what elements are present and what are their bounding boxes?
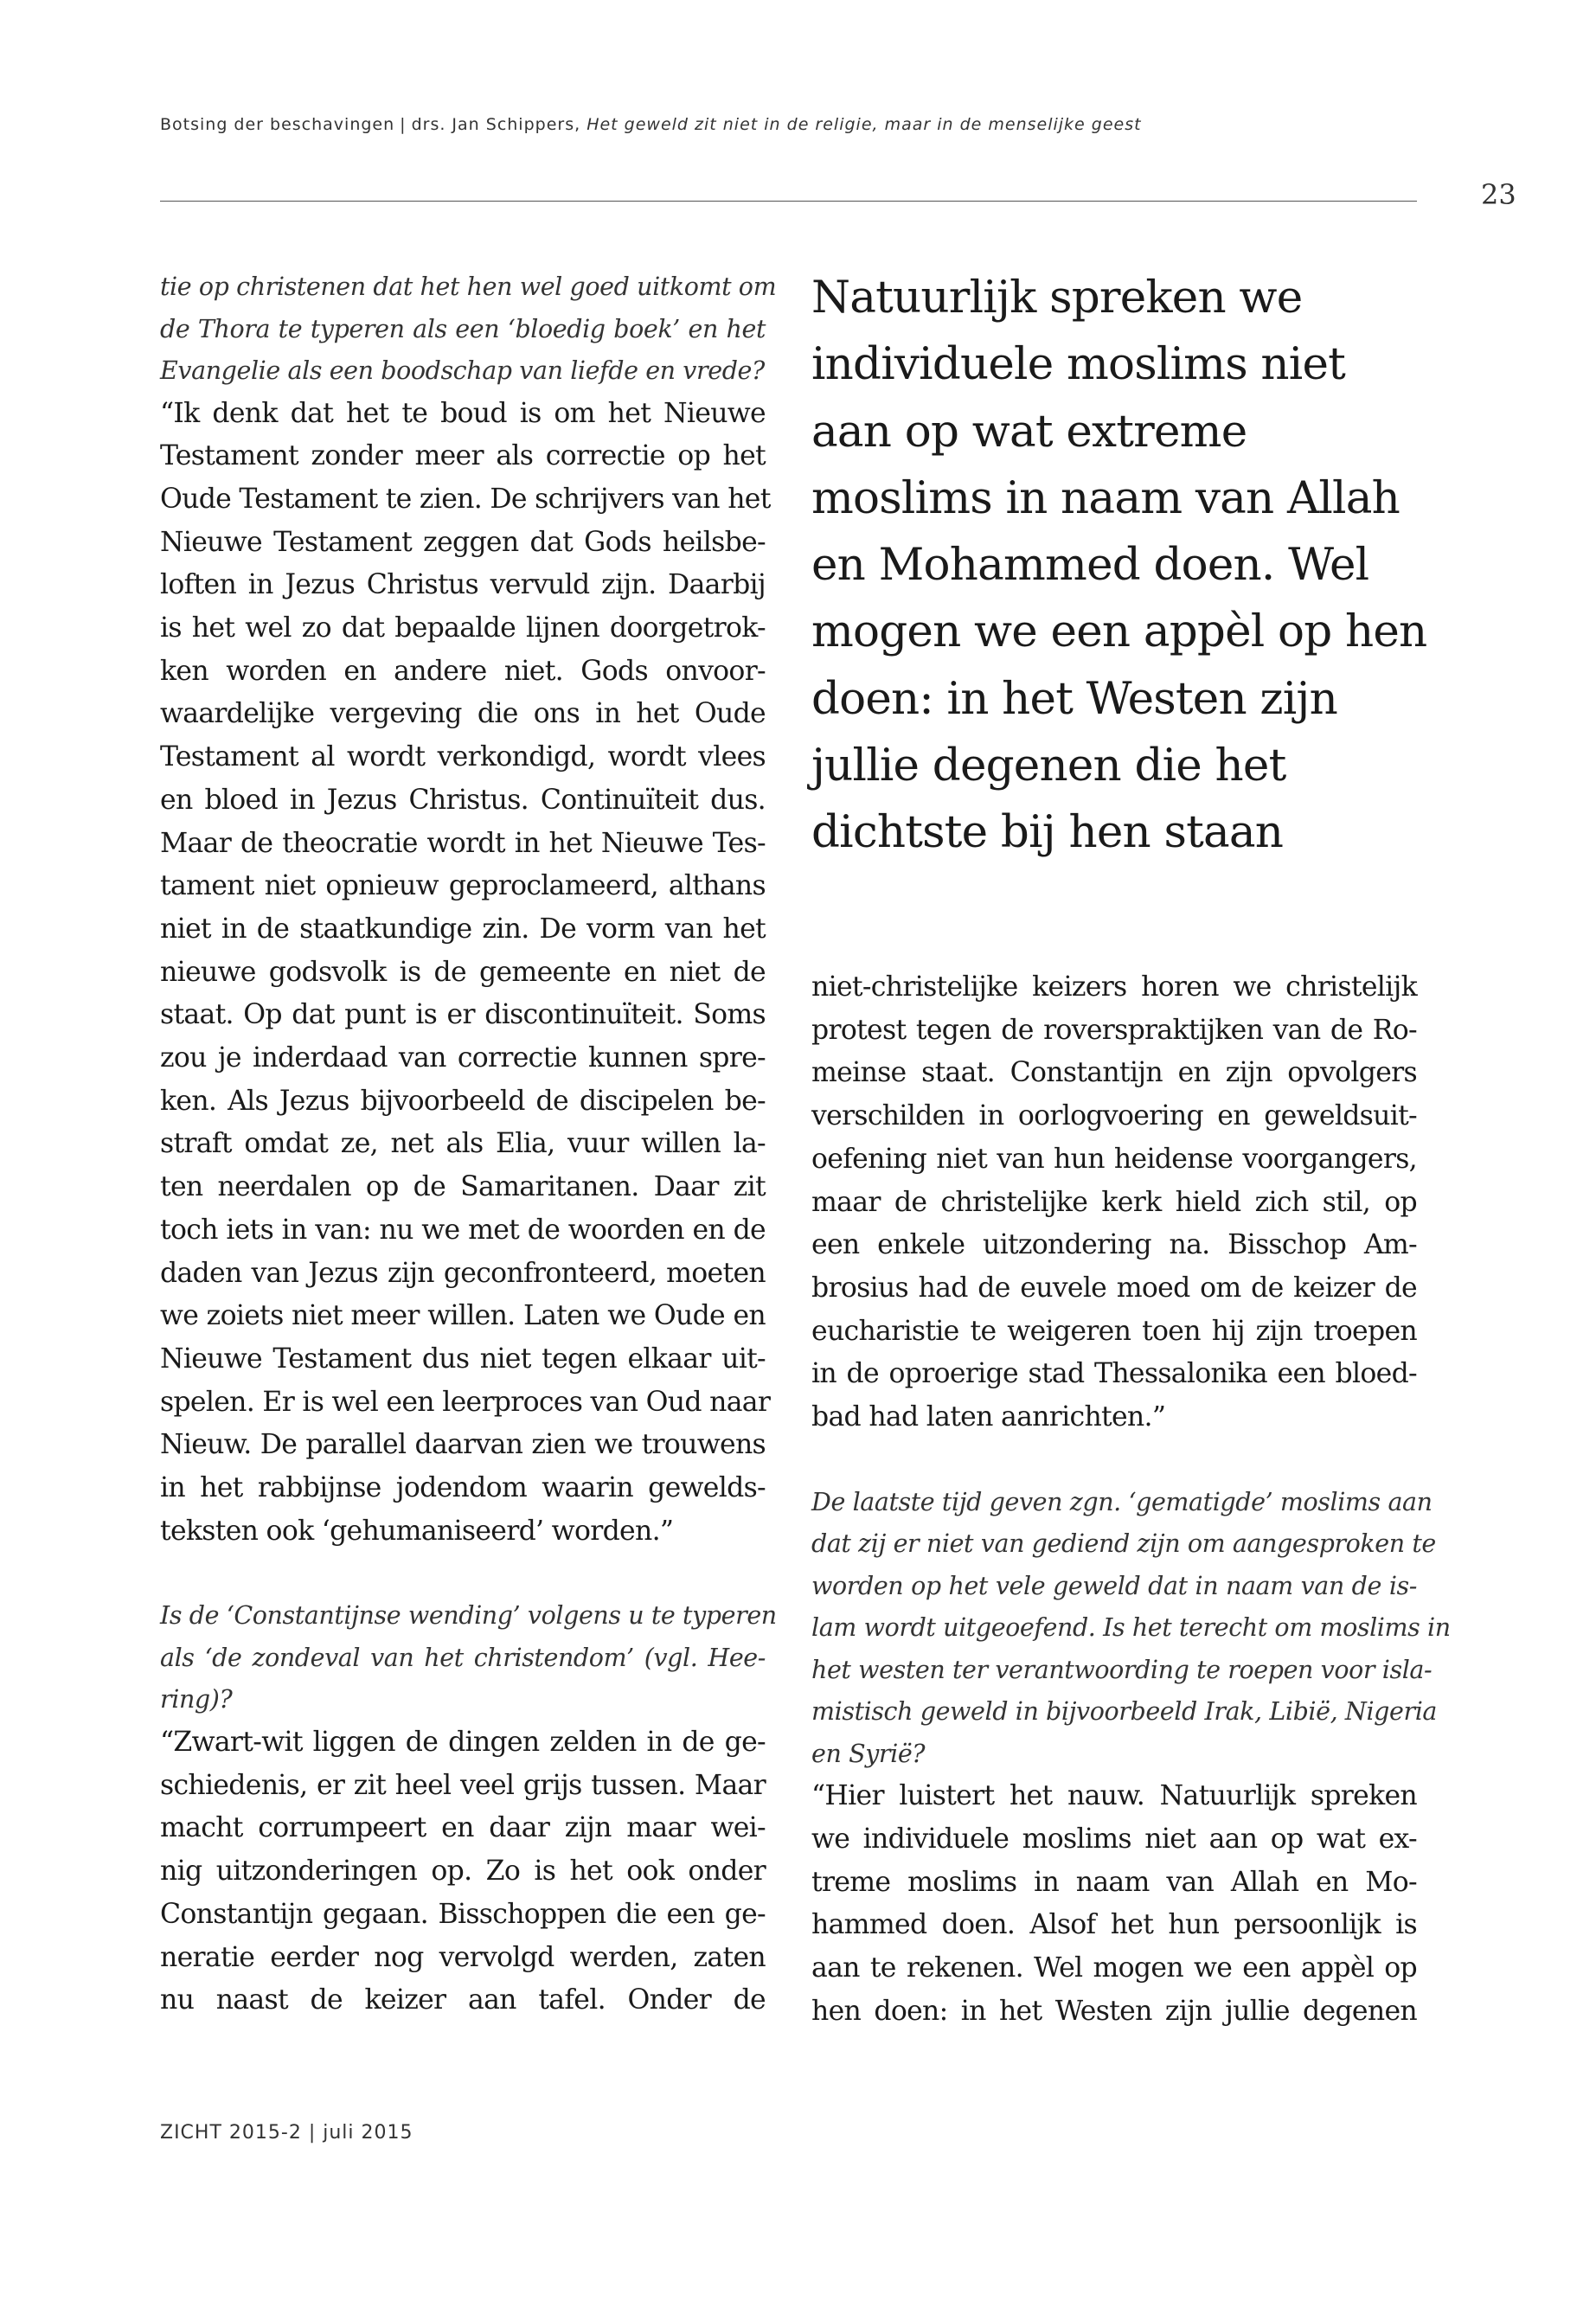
text-line: we zoiets niet meer willen. Laten we Oude en — [160, 1300, 766, 1332]
text-line: De laatste tijd geven zgn. ‘gematigde’ moslims aan — [811, 1487, 1433, 1516]
text-line: aan te rekenen. Wel mogen we een appèl op — [811, 1952, 1417, 1984]
header-separator: | — [400, 115, 407, 134]
text-line: protest tegen de roverspraktijken van de Ro- — [811, 1014, 1417, 1046]
text-line: Is de ‘Constantijnse wending’ volgens u te typeren — [160, 1601, 777, 1631]
text-line: treme moslims in naam van Allah en Mo- — [811, 1866, 1417, 1898]
answer-2-continued — [811, 966, 1417, 1439]
text-line: teksten ook ‘gehumaniseerd’ worden.” — [160, 1515, 674, 1547]
text-line: Testament zonder meer als correctie op het — [160, 440, 766, 472]
text-line: en bloed in Jezus Christus. Continuïteit dus. — [160, 784, 766, 816]
text-line: neratie eerder nog vervolgd werden, zaten — [160, 1941, 766, 1973]
text-line: Nieuw. De parallel daarvan zien we trouwens — [160, 1429, 766, 1461]
text-line: Constantijn gegaan. Bisschoppen die een ge- — [160, 1898, 766, 1930]
text-line: in het rabbijnse jodendom waarin gewelds- — [160, 1472, 766, 1504]
text-line: als ‘de zondeval van het christendom’ (vgl. Hee- — [160, 1643, 766, 1672]
text-line: waardelijke vergeving die ons in het Oude — [160, 698, 766, 730]
right-column — [811, 966, 1451, 2033]
question-1 — [160, 266, 777, 393]
running-header — [160, 115, 1142, 134]
text-line: Oude Testament te zien. De schrijvers van het — [160, 483, 771, 515]
text-line: en Mohammed doen. Wel — [811, 539, 1369, 592]
text-line: hammed doen. Alsof het hun persoonlijk is — [811, 1909, 1417, 1941]
text-line: Nieuwe Testament zeggen dat Gods heilsbe- — [160, 526, 766, 558]
header-section: Botsing der beschavingen — [160, 115, 395, 134]
text-line: individuele moslims niet — [811, 338, 1346, 391]
paragraph-gap — [811, 1439, 1417, 1482]
text-line: lam wordt uitgeoefend. Is het terecht om moslims in — [811, 1613, 1451, 1643]
text-line: bad had laten aanrichten.” — [811, 1401, 1166, 1433]
text-line: en Syrië? — [811, 1739, 926, 1768]
text-line: schiedenis, er zit heel veel grijs tussen. Maar — [160, 1769, 766, 1801]
pull-quote — [811, 265, 1434, 867]
text-line: we individuele moslims niet aan op wat ex- — [811, 1823, 1417, 1855]
text-line: straft omdat ze, net als Elia, vuur willen la- — [160, 1128, 766, 1160]
header-article-title: Het geweld zit niet in de religie, maar in de menselijke geest — [586, 115, 1142, 134]
text-line: ring)? — [160, 1685, 233, 1715]
footer: ZICHT 2015-2 | juli 2015 — [160, 2122, 413, 2144]
text-line: aan op wat extreme — [811, 405, 1247, 458]
text-line: moslims in naam van Allah — [811, 471, 1400, 524]
text-line: doen: in het Westen zijn — [811, 672, 1337, 725]
text-line: nieuwe godsvolk is de gemeente en niet de — [160, 956, 766, 988]
text-line: jullie degenen die het — [811, 740, 1286, 792]
text-line: ken. Als Jezus bijvoorbeeld de discipelen be- — [160, 1085, 766, 1117]
header-author: drs. Jan Schippers, — [411, 115, 581, 134]
paragraph-gap — [160, 1553, 766, 1595]
text-line: in de oproerige stad Thessalonika een bloed- — [811, 1358, 1417, 1390]
text-line: nu naast de keizer aan tafel. Onder de — [160, 1984, 766, 2016]
text-line: niet-christelijke keizers horen we christelijk — [811, 971, 1417, 1003]
text-line: mogen we een appèl op hen — [811, 606, 1427, 658]
text-line: Maar de theocratie wordt in het Nieuwe Tes- — [160, 827, 766, 859]
text-line: mistisch geweld in bijvoorbeeld Irak, Libië, Nigeria — [811, 1697, 1438, 1727]
text-line: is het wel zo dat bepaalde lijnen doorgetrok- — [160, 612, 766, 644]
text-line: eucharistie te weigeren toen hij zijn troepen — [811, 1315, 1417, 1347]
text-line: Evangelie als een boodschap van liefde en vrede? — [160, 356, 765, 385]
text-line: meinse staat. Constantijn en zijn opvolgers — [811, 1057, 1417, 1089]
question-3 — [811, 1482, 1451, 1776]
text-line: Natuurlijk spreken we — [811, 272, 1303, 324]
text-line: maar de christelijke kerk hield zich stil, op — [811, 1186, 1417, 1218]
text-line: staat. Op dat punt is er discontinuïteit. Soms — [160, 999, 766, 1031]
text-line: het westen ter verantwoording te roepen voor isla- — [811, 1655, 1433, 1684]
text-line: worden op het vele geweld dat in naam van de is- — [811, 1571, 1417, 1600]
text-line: de Thora te typeren als een ‘bloedig boek’ en het — [160, 314, 766, 343]
header-rule — [160, 201, 1417, 202]
text-line: zou je inderdaad van correctie kunnen spre- — [160, 1042, 766, 1074]
text-line: hen doen: in het Westen zijn jullie degenen — [811, 1995, 1417, 2027]
text-line: loften in Jezus Christus vervuld zijn. Daarbij — [160, 569, 766, 601]
text-line: dichtste bij hen staan — [811, 806, 1284, 859]
text-line: nig uitzonderingen op. Zo is het ook onder — [160, 1856, 766, 1888]
text-line: macht corrumpeert en daar zijn maar wei- — [160, 1812, 766, 1844]
text-line: “Ik denk dat het te boud is om het Nieuwe — [160, 397, 766, 429]
answer-2 — [160, 1721, 766, 2022]
text-line: Testament al wordt verkondigd, wordt vlees — [160, 741, 766, 773]
text-line: “Hier luistert het nauw. Natuurlijk spreken — [811, 1780, 1417, 1812]
text-line: ken worden en andere niet. Gods onvoor- — [160, 655, 766, 687]
text-line: daden van Jezus zijn geconfronteerd, moeten — [160, 1257, 766, 1289]
answer-3 — [811, 1775, 1417, 2033]
text-line: “Zwart-wit liggen de dingen zelden in de ge- — [160, 1726, 766, 1758]
answer-1 — [160, 393, 771, 1554]
text-line: toch iets in van: nu we met de woorden en de — [160, 1214, 766, 1246]
text-line: Nieuwe Testament dus niet tegen elkaar uit- — [160, 1343, 766, 1375]
text-line: niet in de staatkundige zin. De vorm van het — [160, 913, 766, 945]
text-line: spelen. Er is wel een leerproces van Oud naar — [160, 1386, 771, 1418]
text-line: verschilden in oorlogvoering en geweldsuit- — [811, 1100, 1417, 1132]
question-2 — [160, 1595, 777, 1721]
text-line: oefening niet van hun heidense voorgangers, — [811, 1143, 1417, 1175]
text-line: een enkele uitzondering na. Bisschop Am- — [811, 1229, 1417, 1261]
text-line: tament niet opnieuw geproclameerd, althans — [160, 870, 766, 902]
text-line: ten neerdalen op de Samaritanen. Daar zit — [160, 1171, 766, 1203]
text-line: dat zij er niet van gediend zijn om aangesproken te — [811, 1529, 1436, 1559]
page-number: 23 — [1481, 178, 1516, 211]
text-line: brosius had de euvele moed om de keizer de — [811, 1272, 1417, 1304]
text-line: tie op christenen dat het hen wel goed uitkomt om — [160, 272, 777, 301]
left-column — [160, 266, 777, 2022]
